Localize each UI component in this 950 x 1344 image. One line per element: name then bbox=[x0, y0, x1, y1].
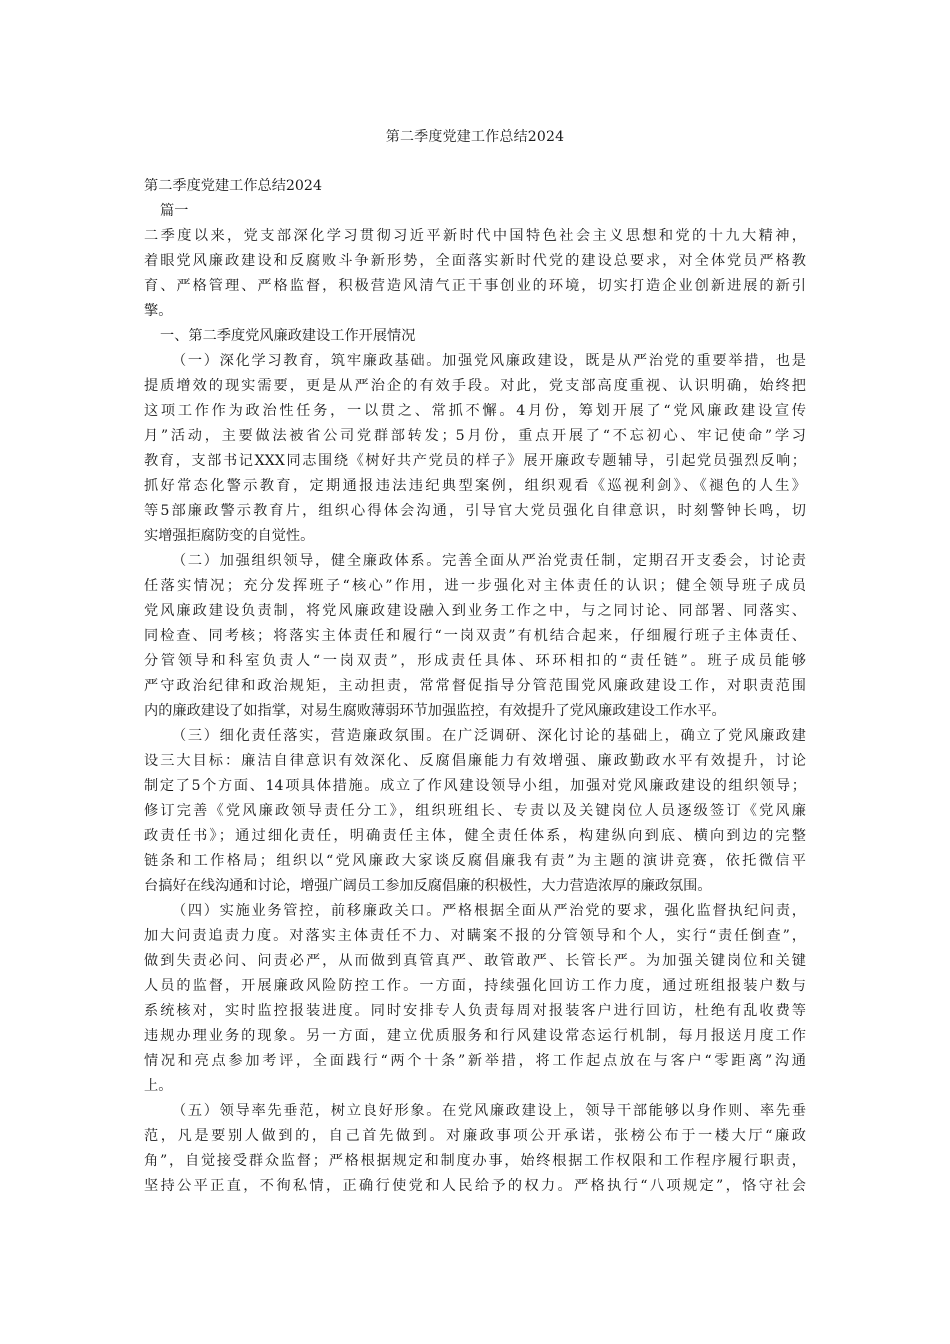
paragraph-line: （二）加强组织领导，健全廉政体系。完善全面从严治党责任制，定期召开支委会，讨论责 bbox=[172, 553, 806, 569]
paragraph-line: 一、第二季度党风廉政建设工作开展情况 bbox=[160, 328, 416, 344]
paragraph-line: 育、严格管理、严格监督，积极营造风清气正干事创业的环境，切实打造企业创新进展的新引 bbox=[144, 278, 806, 294]
paragraph-line: 情况和亮点参加考评，全面践行“两个十条”新举措，将工作起点放在与客户“零距离”沟通 bbox=[144, 1053, 806, 1069]
paragraph-line: 篇一 bbox=[160, 203, 189, 219]
paragraph-line: 违规办理业务的现象。另一方面，建立优质服务和行风建设常态运行机制，每月报送月度工作 bbox=[144, 1028, 806, 1044]
paragraph-line: 政责任书》；通过细化责任，明确责任主体，健全责任体系，构建纵向到底、横向到边的完整 bbox=[144, 828, 806, 844]
paragraph-line: 修订完善《党风廉政领导责任分工》，组织班组长、专责以及关键岗位人员逐级签订《党风廉 bbox=[144, 803, 806, 819]
paragraph-line: 第二季度党建工作总结2024 bbox=[144, 178, 322, 194]
document-body bbox=[144, 174, 806, 1199]
paragraph-line: 范，凡是要别人做到的，自己首先做到。对廉政事项公开承诺，张榜公布于一楼大厅“廉政 bbox=[144, 1128, 806, 1144]
paragraph-line: （五）领导率先垂范，树立良好形象。在党风廉政建设上，领导干部能够以身作则、率先垂 bbox=[172, 1103, 806, 1119]
paragraph-line: 任落实情况；充分发挥班子“核心”作用，进一步强化对主体责任的认识；健全领导班子成员 bbox=[144, 578, 806, 594]
paragraph-line: 上。 bbox=[144, 1078, 173, 1094]
paragraph-line: 同检查、同考核；将落实主体责任和履行“一岗双责”有机结合起来，仔细履行班子主体责任、 bbox=[144, 628, 806, 644]
paragraph-line: 抓好常态化警示教育，定期通报违法违纪典型案例，组织观看《巡视利剑》、《褪色的人生》 bbox=[144, 478, 806, 494]
paragraph-line: 做到失责必问、问责必严，从而做到真管真严、敢管敢严、长管长严。为加强关键岗位和关键 bbox=[144, 953, 806, 969]
paragraph-line: 设三大目标：廉洁自律意识有效深化、反腐倡廉能力有效增强、廉政勤政水平有效提升，讨论 bbox=[144, 753, 806, 769]
paragraph-line: （一）深化学习教育，筑牢廉政基础。加强党风廉政建设，既是从严治党的重要举措，也是 bbox=[172, 353, 806, 369]
document-title: 第二季度党建工作总结2024 bbox=[385, 129, 565, 145]
paragraph-line: 坚持公平正直，不徇私情，正确行使党和人民给予的权力。严格执行“八项规定”，恪守社会 bbox=[144, 1178, 806, 1194]
paragraph-line: 擎。 bbox=[144, 303, 173, 319]
paragraph-line: 教育，支部书记XXX同志围绕《树好共产党员的样子》展开廉政专题辅导，引起党员强烈反响； bbox=[144, 453, 806, 469]
paragraph-line: 党风廉政建设负责制，将党风廉政建设融入到业务工作之中，与之同讨论、同部署、同落实、 bbox=[144, 603, 806, 619]
paragraph-line: 分管领导和科室负责人“一岗双责”，形成责任具体、环环相扣的“责任链”。班子成员能够 bbox=[144, 653, 806, 669]
paragraph-line: 角”，自觉接受群众监督；严格根据规定和制度办事，始终根据工作权限和工作程序履行职责， bbox=[144, 1153, 806, 1169]
paragraph-line: 系统核对，实时监控报装进度。同时安排专人负责每周对报装客户进行回访，杜绝有乱收费等 bbox=[144, 1003, 806, 1019]
paragraph-line: 链条和工作格局；组织以“党风廉政大家谈反腐倡廉我有责”为主题的演讲竞赛，依托微信平 bbox=[144, 853, 806, 869]
paragraph-line: 提质增效的现实需要，更是从严治企的有效手段。对此，党支部高度重视、认识明确，始终把 bbox=[144, 378, 806, 394]
paragraph-line: 这项工作作为政治性任务，一以贯之、常抓不懈。4月份，筹划开展了“党风廉政建设宣传 bbox=[144, 403, 806, 419]
paragraph-line: 人员的监督，开展廉政风险防控工作。一方面，持续强化回访工作力度，通过班组报装户数与 bbox=[144, 978, 806, 994]
paragraph-line: （三）细化责任落实，营造廉政氛围。在广泛调研、深化讨论的基础上，确立了党风廉政建 bbox=[172, 728, 806, 744]
document-page bbox=[144, 0, 806, 1344]
paragraph-line: 着眼党风廉政建设和反腐败斗争新形势，全面落实新时代党的建设总要求，对全体党员严格教 bbox=[144, 253, 806, 269]
paragraph-line: 月”活动，主要做法被省公司党群部转发；5月份，重点开展了“不忘初心、牢记使命”学习 bbox=[144, 428, 806, 444]
paragraph-line: 二季度以来，党支部深化学习贯彻习近平新时代中国特色社会主义思想和党的十九大精神， bbox=[144, 228, 806, 244]
paragraph-line: 制定了5个方面、14项具体措施。成立了作风建设领导小组，加强对党风廉政建设的组织领导； bbox=[144, 778, 806, 794]
paragraph-line: 等5部廉政警示教育片，组织心得体会沟通，引导官大党员强化自律意识，时刻警钟长鸣，切 bbox=[144, 503, 806, 519]
paragraph-line: 台搞好在线沟通和讨论，增强广阔员工参加反腐倡廉的积极性，大力营造浓厚的廉政氛围。 bbox=[144, 878, 712, 894]
paragraph-line: 内的廉政建设了如指掌，对易生腐败薄弱环节加强监控，有效提升了党风廉政建设工作水平。 bbox=[144, 703, 726, 719]
paragraph-line: 严守政治纪律和政治规矩，主动担责，常常督促指导分管范围党风廉政建设工作，对职责范围 bbox=[144, 678, 806, 694]
paragraph-line: 实增强拒腐防变的自觉性。 bbox=[144, 528, 315, 544]
paragraph-line: （四）实施业务管控，前移廉政关口。严格根据全面从严治党的要求，强化监督执纪问责， bbox=[172, 903, 806, 919]
paragraph-line: 加大问责追责力度。对落实主体责任不力、对瞒案不报的分管领导和个人，实行“责任倒查”， bbox=[144, 928, 806, 944]
